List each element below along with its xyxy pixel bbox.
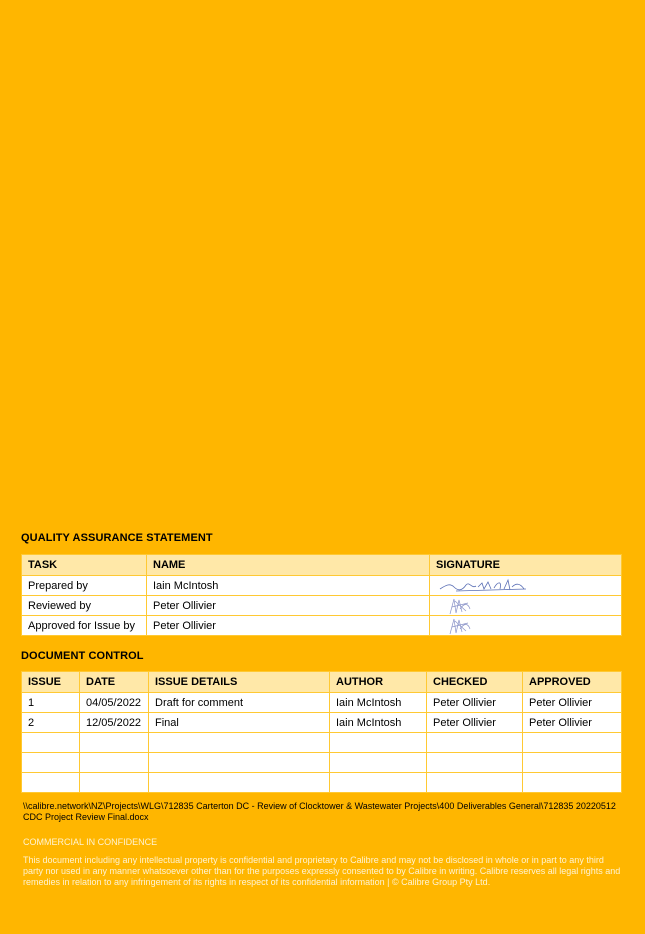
qa-table	[21, 554, 622, 636]
signature-image	[436, 577, 536, 595]
dc-checked: Peter Ollivier	[427, 713, 523, 733]
dc-header-issue: ISSUE	[22, 672, 80, 693]
document-control-title: DOCUMENT CONTROL	[21, 650, 144, 662]
table-row	[22, 576, 622, 596]
dc-date: 04/05/2022	[80, 693, 149, 713]
file-path: \\calibre.network\NZ\Projects\WLG\712835 Carterton DC - Review of Clocktower & Wastewater Projects\400 Deliverables General\712835 20220512 CDC Project Review Final.docx	[23, 801, 616, 822]
table-row	[22, 713, 622, 733]
dc-header-date: DATE	[80, 672, 149, 693]
table-row-empty	[22, 773, 622, 793]
qa-name: Iain McIntosh	[147, 576, 430, 596]
dc-header-details: ISSUE DETAILS	[149, 672, 330, 693]
dc-header-row	[22, 672, 622, 693]
dc-author: Iain McIntosh	[330, 693, 427, 713]
dc-details: Final	[149, 713, 330, 733]
confidentiality-title: COMMERCIAL IN CONFIDENCE	[23, 837, 158, 847]
dc-approved: Peter Ollivier	[523, 713, 622, 733]
dc-details: Draft for comment	[149, 693, 330, 713]
qa-name: Peter Ollivier	[147, 616, 430, 636]
signature-image	[436, 617, 496, 635]
dc-date: 12/05/2022	[80, 713, 149, 733]
dc-approved: Peter Ollivier	[523, 693, 622, 713]
table-row	[22, 693, 622, 713]
dc-checked: Peter Ollivier	[427, 693, 523, 713]
table-row	[22, 596, 622, 616]
document-control-table	[21, 671, 622, 793]
signature-cell	[430, 576, 622, 596]
qa-task: Approved for Issue by	[22, 616, 147, 636]
qa-task: Prepared by	[22, 576, 147, 596]
dc-header-author: AUTHOR	[330, 672, 427, 693]
qa-task: Reviewed by	[22, 596, 147, 616]
qa-name: Peter Ollivier	[147, 596, 430, 616]
qa-header-row	[22, 555, 622, 576]
signature-image	[436, 597, 496, 615]
signature-cell	[430, 596, 622, 616]
qa-header-task: TASK	[22, 555, 147, 576]
confidentiality-text: This document including any intellectual property is confidential and proprietary to Calibre and may not be disclosed in whole or in part to any third party nor used in any manner whatsoever other than for the purposes expressly consented to by Calibre in writing. Calibre reserves all legal rights and remedies in relation to any infringement of its rights in respect of its confidential information | © Calibre Group Pty Ltd.	[23, 855, 621, 887]
table-row	[22, 616, 622, 636]
dc-header-checked: CHECKED	[427, 672, 523, 693]
dc-issue: 1	[22, 693, 80, 713]
table-row-empty	[22, 753, 622, 773]
signature-cell	[430, 616, 622, 636]
dc-author: Iain McIntosh	[330, 713, 427, 733]
qa-header-signature: SIGNATURE	[430, 555, 622, 576]
dc-header-approved: APPROVED	[523, 672, 622, 693]
table-row-empty	[22, 733, 622, 753]
dc-issue: 2	[22, 713, 80, 733]
qa-section-title: QUALITY ASSURANCE STATEMENT	[21, 532, 213, 544]
qa-header-name: NAME	[147, 555, 430, 576]
